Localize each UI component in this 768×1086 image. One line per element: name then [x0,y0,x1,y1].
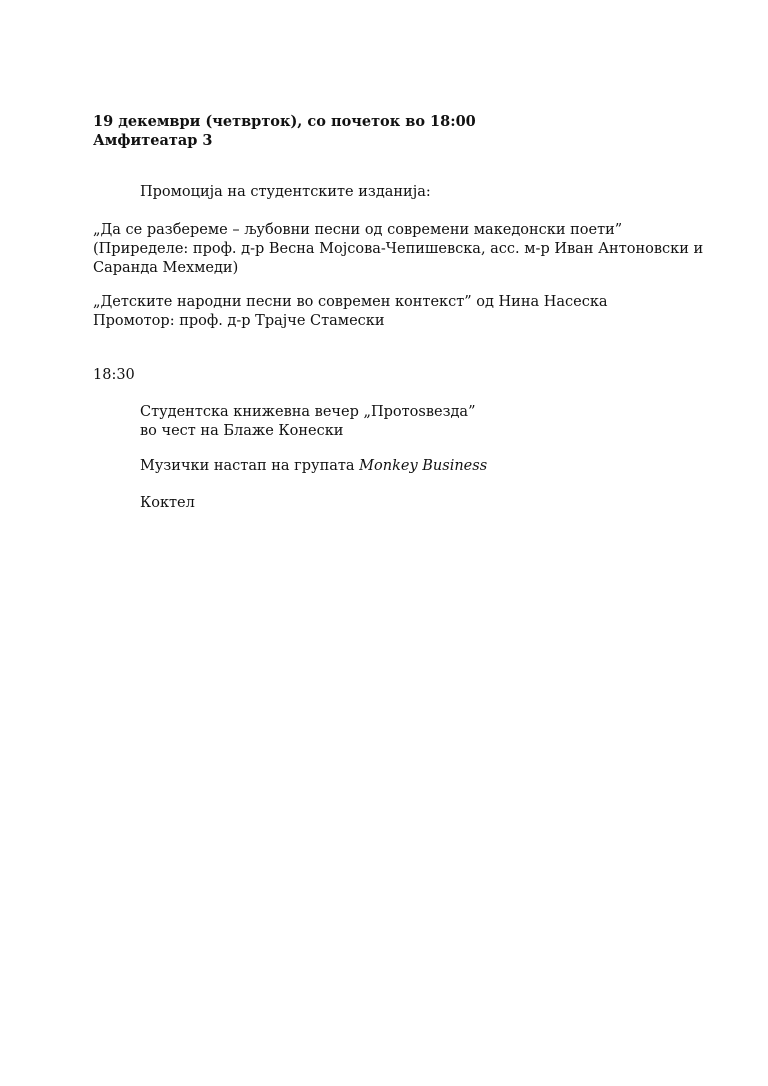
event-header [93,112,476,150]
promotion-intro: Промоција на студентските изданија: [140,184,431,200]
publication-2-promoter: Промотор: проф. д-р Трајче Стамески [93,313,385,329]
publication-2-title: „Детските народни песни во современ контекст” од Нина Насеска [93,294,608,310]
band-name: Monkey Business [359,458,488,474]
publication-1 [93,221,704,278]
publication-2 [93,293,673,331]
second-part-time: 18:30 [93,367,135,383]
cocktail: Коктел [140,495,195,511]
music-performance [140,457,487,476]
literary-evening-line-1: Студентска книжевна вечер „Протоѕвезда” [140,404,476,420]
event-date-line: 19 декември (четврток), со почеток во 18:00 [93,113,476,130]
music-performance-text: Музички настап на групата [140,458,360,474]
event-venue: Амфитеатар 3 [93,132,213,149]
literary-evening [140,403,475,441]
publication-1-editors-line-1: (Приределе: проф. д-р Весна Мојсова-Чепишевска, асс. м-р Иван Антоновски и [93,241,704,257]
publication-1-editors-line-2: Саранда Мехмеди) [93,260,239,276]
publication-1-title: „Да се разбереме – љубовни песни од современи македонски поети” [93,222,623,238]
literary-evening-line-2: во чест на Блаже Конески [140,423,344,439]
